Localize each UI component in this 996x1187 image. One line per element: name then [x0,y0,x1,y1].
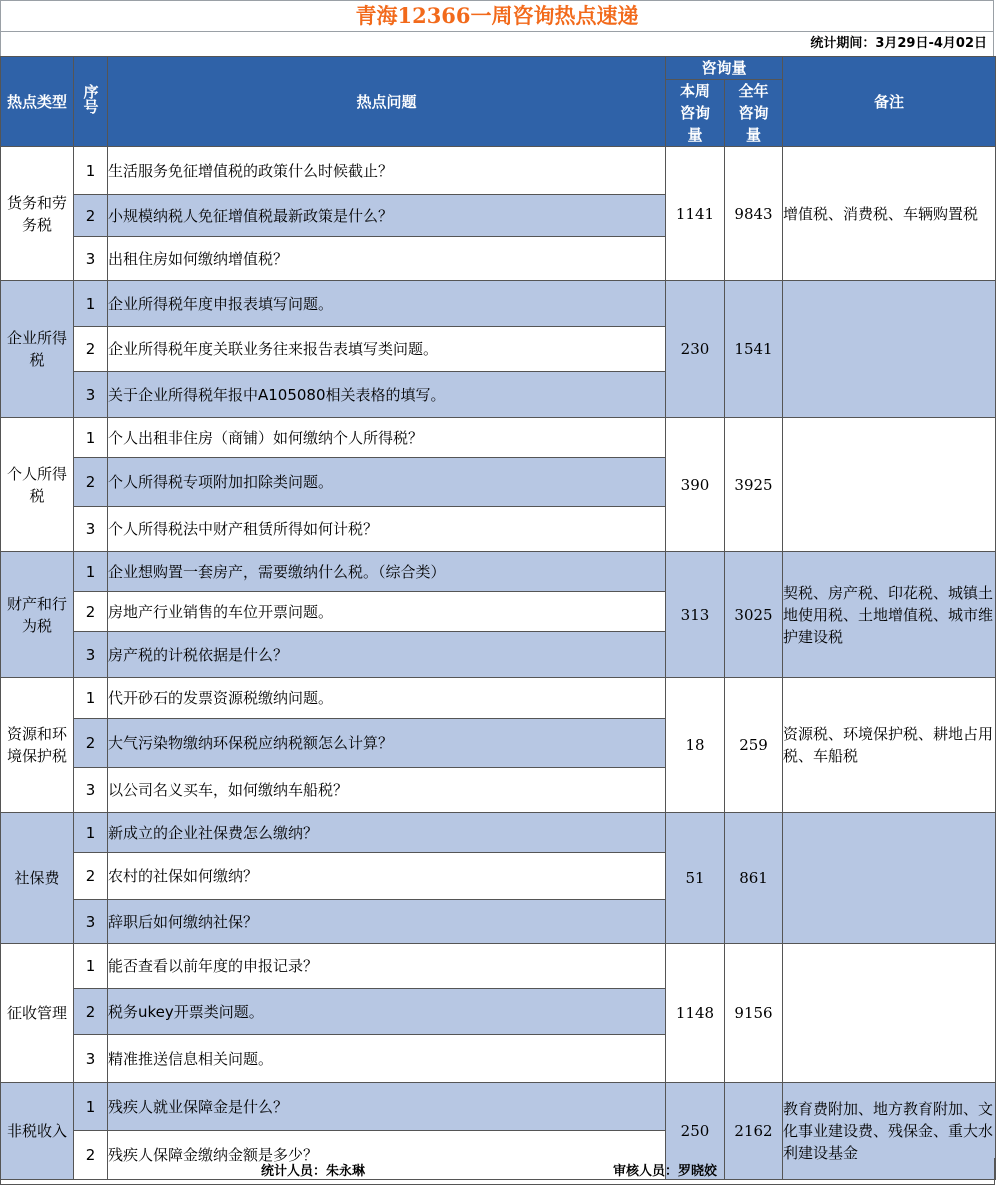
year-volume: 1541 [725,281,783,418]
row-number: 3 [74,632,108,678]
question-cell: 大气污染物缴纳环保税应纳税额怎么计算？ [108,719,666,768]
table-row [1,1083,996,1131]
question-cell: 个人所得税专项附加扣除类问题。 [108,458,666,507]
question-cell: 关于企业所得税年报中A105080相关表格的填写。 [108,372,666,418]
year-volume: 9843 [725,147,783,281]
note-cell: 教育费附加、地方教育附加、文化事业建设费、残保金、重大水利建设基金 [783,1083,996,1180]
note-cell: 契税、房产税、印花税、城镇土地使用税、土地增值税、城市维护建设税 [783,552,996,678]
question-cell: 辞职后如何缴纳社保？ [108,900,666,944]
table-row [1,678,996,719]
row-number: 1 [74,1083,108,1131]
category-label: 货务和劳务税 [7,193,68,234]
question-cell: 房地产行业销售的车位开票问题。 [108,592,666,632]
note-cell [783,418,996,552]
table-header [1,57,996,147]
year-volume: 861 [725,813,783,944]
note-cell: 增值税、消费税、车辆购置税 [783,147,996,281]
hotspot-table [0,56,996,1180]
note-cell [783,944,996,1083]
row-number: 1 [74,813,108,853]
header-question: 热点问题 [108,57,666,147]
table-row [1,281,996,327]
report-title: 青海12366一周咨询热点速递 [0,0,994,32]
category-cell [1,678,74,813]
row-number: 3 [74,1035,108,1083]
year-volume: 259 [725,678,783,813]
header-volume: 咨询量 [666,57,783,80]
week-volume: 1148 [666,944,725,1083]
table-row [1,944,996,989]
year-volume: 3025 [725,552,783,678]
header-no-label: 序号 [83,83,99,116]
question-cell: 企业想购置一套房产，需要缴纳什么税。（综合类） [108,552,666,592]
question-cell: 以公司名义买车，如何缴纳车船税？ [108,768,666,813]
question-cell: 个人出租非住房（商铺）如何缴纳个人所得税？ [108,418,666,458]
category-label: 财产和行为税 [7,594,68,635]
category-cell [1,281,74,418]
header-year [725,80,783,147]
week-volume: 313 [666,552,725,678]
week-volume: 230 [666,281,725,418]
category-cell [1,944,74,1083]
question-cell: 小规模纳税人免征增值税最新政策是什么？ [108,195,666,237]
question-cell: 农村的社保如何缴纳？ [108,853,666,900]
table-row [1,552,996,592]
row-number: 1 [74,678,108,719]
statistics-period: 统计期间：3月29日-4月02日 [0,32,994,56]
row-number: 2 [74,1131,108,1180]
category-label: 个人所得税 [7,464,68,505]
category-label: 企业所得税 [7,329,68,369]
question-cell: 企业所得税年度申报表填写问题。 [108,281,666,327]
row-number: 3 [74,372,108,418]
category-cell [1,552,74,678]
header-year-label: 全年咨询量 [738,82,769,144]
row-number: 2 [74,327,108,372]
category-label: 非税收入 [7,1122,68,1140]
header-week-label: 本周咨询量 [679,82,710,144]
week-volume: 18 [666,678,725,813]
header-note: 备注 [783,57,996,147]
note-cell: 资源税、环境保护税、耕地占用税、车船税 [783,678,996,813]
row-number: 3 [74,768,108,813]
row-number: 2 [74,592,108,632]
category-cell [1,813,74,944]
question-cell: 精准推送信息相关问题。 [108,1035,666,1083]
statistician: 统计人员：朱永琳 [261,1164,366,1179]
row-number: 1 [74,944,108,989]
category-label: 社保费 [14,869,60,887]
question-cell: 个人所得税法中财产租赁所得如何计税？ [108,507,666,552]
question-cell: 出租住房如何缴纳增值税？ [108,237,666,281]
row-number: 2 [74,853,108,900]
table-row [1,813,996,853]
row-number: 3 [74,900,108,944]
question-cell: 房产税的计税依据是什么？ [108,632,666,678]
week-volume: 51 [666,813,725,944]
table-row [1,418,996,458]
header-week [666,80,725,147]
note-cell [783,281,996,418]
auditor: 审核人员：罗晓姣 [613,1164,718,1179]
row-number: 2 [74,195,108,237]
row-number: 2 [74,458,108,507]
question-cell: 能否查看以前年度的申报记录？ [108,944,666,989]
table-row [1,147,996,195]
question-cell: 生活服务免征增值税的政策什么时候截止？ [108,147,666,195]
row-number: 3 [74,237,108,281]
row-number: 3 [74,507,108,552]
year-volume: 3925 [725,418,783,552]
question-cell: 企业所得税年度关联业务往来报告表填写类问题。 [108,327,666,372]
row-number: 1 [74,552,108,592]
question-cell: 残疾人保障金缴纳金额是多少？ [108,1131,666,1180]
question-cell: 新成立的企业社保费怎么缴纳？ [108,813,666,853]
table-footer [0,1158,995,1185]
week-volume: 250 [666,1083,725,1180]
week-volume: 390 [666,418,725,552]
year-volume: 2162 [725,1083,783,1180]
year-volume: 9156 [725,944,783,1083]
row-number: 2 [74,989,108,1035]
row-number: 2 [74,719,108,768]
header-no [74,57,108,147]
week-volume: 1141 [666,147,725,281]
header-type: 热点类型 [1,57,74,147]
row-number: 1 [74,147,108,195]
question-cell: 代开砂石的发票资源税缴纳问题。 [108,678,666,719]
category-cell [1,418,74,552]
question-cell: 残疾人就业保障金是什么？ [108,1083,666,1131]
question-cell: 税务ukey开票类问题。 [108,989,666,1035]
row-number: 1 [74,418,108,458]
category-label: 征收管理 [7,1004,68,1022]
table-body [1,147,996,1180]
row-number: 1 [74,281,108,327]
note-cell [783,813,996,944]
category-label: 资源和环境保护税 [7,725,68,765]
category-cell [1,147,74,281]
